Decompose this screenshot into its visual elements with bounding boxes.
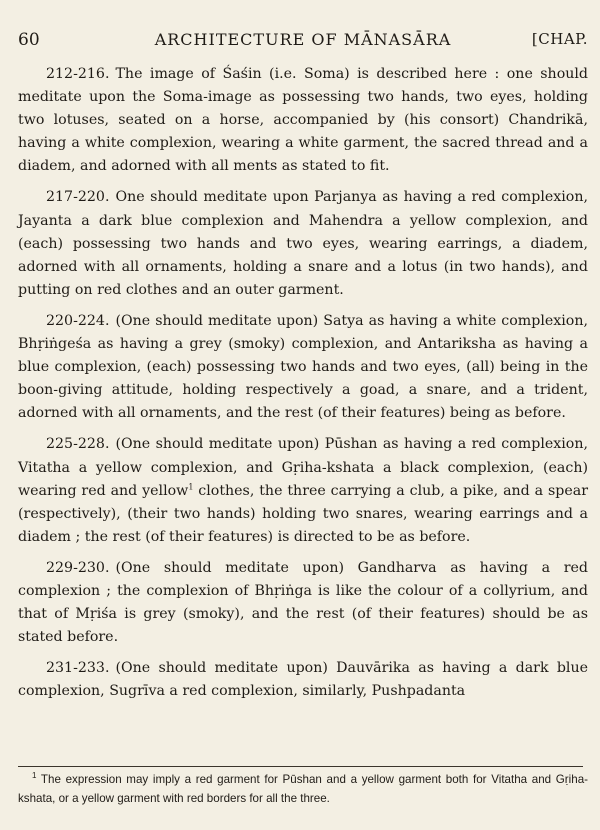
paragraph-text: The image of Śaśin (i.e. Soma) is described here : one should meditate upon the Soma-image as possessing two hands, two eyes, holding two lotuses, seated on a horse, accompanied by (his consort) Chandrikā, having a white complexion, wearing a white garment, the sacred thread and a diadem, and adorned with all ments as stated to fit.	[18, 66, 588, 175]
paragraph-text: (One should meditate upon) Satya as having a white complexion, Bhṛiṅgeśa as having a grey (smoky) complexion, and Antariksha as having a blue complexion, (each) possessing two hands and two eyes, (all) being in the boon-giving attitude, holding respectively a goad, a snare, and a trident, adorned with all ornaments, and the rest (of their features) being as before.	[18, 312, 588, 422]
body-text	[18, 63, 588, 711]
paragraph	[18, 557, 588, 649]
verse-number: 225-228.	[46, 436, 110, 453]
paragraph	[18, 657, 588, 703]
footnote-divider	[18, 766, 583, 767]
paragraph-text: (One should meditate upon) Dauvārika as having a dark blue complexion, Sugrīva a red complexion, similarly, Pushpadanta	[18, 660, 588, 700]
verse-number: 220-224.	[46, 312, 110, 329]
page-number: 60	[18, 30, 40, 50]
paragraph	[18, 186, 588, 301]
running-title: ARCHITECTURE OF MĀNASĀRA	[154, 30, 452, 49]
paragraph	[18, 433, 588, 548]
page-header	[18, 30, 588, 52]
paragraph	[18, 310, 588, 425]
paragraph-text: (One should meditate upon) Pūshan as having a red complexion, Vitatha a yellow complexion, and Gṛiha-kshata a black complexion, (each) wearing red and yellow	[18, 436, 588, 499]
paragraph-text: (One should meditate upon) Gandharva as having a red complexion ; the complexion of Bhṛiṅga is like the colour of a collyrium, and that of Mṛiśa is grey (smoky), and the rest (of their features) should be as stated before.	[18, 559, 588, 646]
footnote-marker: 1	[32, 771, 37, 781]
verse-number: 229-230.	[46, 559, 110, 576]
verse-number: 231-233.	[46, 660, 110, 677]
verse-number: 217-220.	[46, 189, 110, 206]
paragraph-text-continued: clothes, the three carrying a club, a pike, and a spear (respectively), (their two hands) holding two snares, wearing earrings and a diadem ; the rest (of their features) is directed to be as before.	[18, 482, 588, 545]
chapter-label: [CHAP.	[531, 30, 588, 48]
verse-number: 212-216.	[46, 66, 110, 82]
footnote	[18, 770, 588, 808]
footnote-reference[interactable]: 1	[188, 481, 194, 491]
paragraph	[18, 63, 588, 178]
footnote-text: The expression may imply a red garment for Pūshan and a yellow garment both for Vitatha and Gṛiha-kshata, or a yellow garment with red borders for all the three.	[18, 773, 589, 805]
paragraph-text: One should meditate upon Parjanya as having a red complexion, Jayanta a dark blue complexion and Mahendra a yellow complexion, and (each) possessing two hands and two eyes, wearing earrings, a diadem, adorned with all ornaments, holding a snare and a lotus (in two hands), and putting on red clothes and an outer garment.	[18, 189, 588, 298]
